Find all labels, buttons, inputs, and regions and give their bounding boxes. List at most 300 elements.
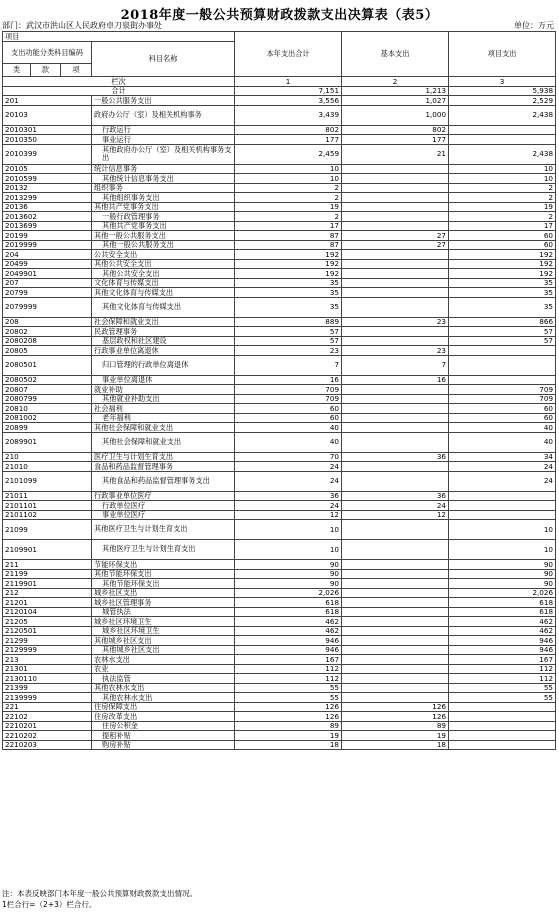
row-name: 其他文化体育与传媒支出 (92, 297, 235, 317)
table-row (3, 731, 556, 741)
row-name: 其他农林水支出 (92, 683, 235, 693)
row-project (449, 731, 556, 741)
row-basic (342, 288, 449, 298)
row-total: 55 (235, 693, 342, 703)
row-basic: 126 (342, 712, 449, 722)
row-name: 行政事业单位离退休 (92, 346, 235, 356)
row-project (449, 740, 556, 750)
table-row (3, 598, 556, 608)
header-project: 项目支出 (449, 32, 556, 77)
row-basic: 23 (342, 346, 449, 356)
row-name: 民政管理事务 (92, 327, 235, 337)
row-project: 90 (449, 579, 556, 589)
total-amount: 7,151 (235, 86, 342, 96)
header-basic: 基本支出 (342, 32, 449, 77)
row-project: 10 (449, 520, 556, 540)
row-code: 2129999 (3, 645, 92, 655)
table-row (3, 193, 556, 203)
row-basic (342, 174, 449, 184)
table-row (3, 413, 556, 423)
row-code: 21099 (3, 520, 92, 540)
row-total: 946 (235, 636, 342, 646)
row-total: 24 (235, 501, 342, 511)
row-total: 2 (235, 212, 342, 222)
row-project: 2,438 (449, 144, 556, 164)
row-project: 35 (449, 288, 556, 298)
row-basic: 18 (342, 740, 449, 750)
row-total: 709 (235, 394, 342, 404)
row-total: 462 (235, 617, 342, 627)
table-row (3, 297, 556, 317)
row-code: 2049901 (3, 269, 92, 279)
header-total: 本年支出合计 (235, 32, 342, 77)
row-total: 10 (235, 164, 342, 174)
seq-2: 2 (342, 77, 449, 87)
table-body (3, 96, 556, 750)
row-total: 946 (235, 645, 342, 655)
row-project (449, 125, 556, 135)
row-project: 35 (449, 297, 556, 317)
row-project (449, 355, 556, 375)
row-code: 2013299 (3, 193, 92, 203)
row-code: 2089901 (3, 432, 92, 452)
row-total: 167 (235, 655, 342, 665)
row-basic (342, 462, 449, 472)
row-basic (342, 636, 449, 646)
row-total: 10 (235, 520, 342, 540)
table-row (3, 105, 556, 125)
row-code: 2101099 (3, 471, 92, 491)
table-row (3, 655, 556, 665)
row-name: 老年福利 (92, 413, 235, 423)
table-row (3, 740, 556, 750)
notes (2, 889, 197, 911)
row-name: 其他城乡社区支出 (92, 645, 235, 655)
table-row (3, 269, 556, 279)
table-row (3, 560, 556, 570)
row-code: 21199 (3, 569, 92, 579)
row-total: 462 (235, 626, 342, 636)
table-row (3, 588, 556, 598)
row-project: 112 (449, 674, 556, 684)
row-code: 2080208 (3, 336, 92, 346)
row-total: 3,439 (235, 105, 342, 125)
row-project: 462 (449, 617, 556, 627)
row-project: 19 (449, 202, 556, 212)
row-total: 89 (235, 721, 342, 731)
row-basic (342, 193, 449, 203)
row-total: 3,556 (235, 96, 342, 106)
department-label: 部门：武汉市洪山区人民政府卓刀泉街办事处 (2, 21, 162, 30)
row-total: 70 (235, 452, 342, 462)
table-row (3, 125, 556, 135)
row-name: 城乡社区环境卫生 (92, 626, 235, 636)
row-name: 提租补贴 (92, 731, 235, 741)
row-project: 192 (449, 259, 556, 269)
row-total: 192 (235, 259, 342, 269)
row-basic: 126 (342, 702, 449, 712)
table-row (3, 250, 556, 260)
row-project: 112 (449, 664, 556, 674)
row-code: 2139999 (3, 693, 92, 703)
row-total: 2 (235, 193, 342, 203)
row-code: 2210201 (3, 721, 92, 731)
row-code: 2210202 (3, 731, 92, 741)
table-row (3, 693, 556, 703)
row-basic (342, 250, 449, 260)
row-code: 22102 (3, 712, 92, 722)
row-code: 21299 (3, 636, 92, 646)
row-project: 17 (449, 221, 556, 231)
row-name: 公共安全支出 (92, 250, 235, 260)
row-name: 其他医疗卫生与计划生育支出 (92, 540, 235, 560)
row-total: 90 (235, 569, 342, 579)
row-name: 其他公共安全支出 (92, 259, 235, 269)
row-code: 2013602 (3, 212, 92, 222)
row-project: 24 (449, 462, 556, 472)
row-name: 其他社会保障和就业支出 (92, 432, 235, 452)
row-code: 20805 (3, 346, 92, 356)
row-code: 2010301 (3, 125, 92, 135)
row-project: 2,026 (449, 588, 556, 598)
table-row (3, 317, 556, 327)
row-name: 基层政权和社区建设 (92, 336, 235, 346)
row-total: 112 (235, 664, 342, 674)
row-code: 2010599 (3, 174, 92, 184)
row-basic: 36 (342, 452, 449, 462)
row-project: 55 (449, 693, 556, 703)
table-row (3, 423, 556, 433)
row-code: 201 (3, 96, 92, 106)
row-project (449, 135, 556, 145)
row-name: 统计信息事务 (92, 164, 235, 174)
row-project (449, 375, 556, 385)
row-name: 事业运行 (92, 135, 235, 145)
row-total: 55 (235, 683, 342, 693)
row-name: 食品和药品监督管理事务 (92, 462, 235, 472)
row-total: 35 (235, 278, 342, 288)
row-basic (342, 297, 449, 317)
row-basic: 7 (342, 355, 449, 375)
table-row (3, 579, 556, 589)
row-total: 90 (235, 579, 342, 589)
table-row (3, 240, 556, 250)
row-code: 2210203 (3, 740, 92, 750)
row-project (449, 510, 556, 520)
table-row (3, 336, 556, 346)
row-basic: 19 (342, 731, 449, 741)
row-basic (342, 432, 449, 452)
table-row (3, 135, 556, 145)
total-basic: 1,213 (342, 86, 449, 96)
table-row (3, 346, 556, 356)
row-total: 192 (235, 269, 342, 279)
row-basic (342, 327, 449, 337)
row-name: 其他公共安全支出 (92, 269, 235, 279)
row-total: 19 (235, 731, 342, 741)
table-header (3, 32, 556, 96)
row-basic (342, 471, 449, 491)
row-total: 12 (235, 510, 342, 520)
row-basic (342, 164, 449, 174)
row-project: 60 (449, 413, 556, 423)
row-basic: 177 (342, 135, 449, 145)
row-basic: 89 (342, 721, 449, 731)
row-code: 212 (3, 588, 92, 598)
table-row (3, 288, 556, 298)
row-project: 57 (449, 327, 556, 337)
row-project: 10 (449, 540, 556, 560)
row-total: 16 (235, 375, 342, 385)
row-total: 35 (235, 297, 342, 317)
table-row (3, 212, 556, 222)
table-row (3, 712, 556, 722)
row-code: 21399 (3, 683, 92, 693)
row-project: 55 (449, 683, 556, 693)
row-project (449, 721, 556, 731)
row-total: 23 (235, 346, 342, 356)
row-basic (342, 259, 449, 269)
table-row (3, 183, 556, 193)
row-basic (342, 520, 449, 540)
row-code: 21301 (3, 664, 92, 674)
row-code: 208 (3, 317, 92, 327)
table-row (3, 491, 556, 501)
row-total: 60 (235, 404, 342, 414)
row-total: 618 (235, 598, 342, 608)
row-basic (342, 626, 449, 636)
table-row (3, 683, 556, 693)
row-basic (342, 278, 449, 288)
row-name: 就业补助 (92, 385, 235, 395)
row-name: 其他社会保障和就业支出 (92, 423, 235, 433)
row-name: 文化体育与传媒支出 (92, 278, 235, 288)
row-total: 192 (235, 250, 342, 260)
row-code: 20899 (3, 423, 92, 433)
row-code: 2120104 (3, 607, 92, 617)
row-code: 2080799 (3, 394, 92, 404)
report-title: 2018年度一般公共预算财政拨款支出决算表（表5） (120, 8, 439, 23)
row-name: 住房改革支出 (92, 712, 235, 722)
row-basic (342, 212, 449, 222)
row-total: 24 (235, 462, 342, 472)
row-code: 2081002 (3, 413, 92, 423)
row-code: 2079999 (3, 297, 92, 317)
row-project: 2 (449, 193, 556, 203)
table-row (3, 231, 556, 241)
row-project: 618 (449, 607, 556, 617)
row-total: 40 (235, 432, 342, 452)
row-project: 35 (449, 278, 556, 288)
row-total: 18 (235, 740, 342, 750)
row-name: 其他节能环保支出 (92, 569, 235, 579)
row-basic (342, 569, 449, 579)
row-name: 其他政府办公厅（室）及相关机构事务支出 (92, 144, 235, 164)
row-code: 207 (3, 278, 92, 288)
row-total: 10 (235, 174, 342, 184)
row-code: 20136 (3, 202, 92, 212)
row-name: 其他农林水支出 (92, 693, 235, 703)
row-basic (342, 674, 449, 684)
row-project (449, 491, 556, 501)
row-project: 618 (449, 598, 556, 608)
row-name: 住房公积金 (92, 721, 235, 731)
row-code: 2019999 (3, 240, 92, 250)
row-basic (342, 423, 449, 433)
table-row (3, 462, 556, 472)
row-project: 24 (449, 471, 556, 491)
row-name: 事业单位离退休 (92, 375, 235, 385)
row-code: 20799 (3, 288, 92, 298)
row-name: 社会保障和就业支出 (92, 317, 235, 327)
row-project: 40 (449, 432, 556, 452)
table-row (3, 626, 556, 636)
row-total: 7 (235, 355, 342, 375)
row-basic (342, 202, 449, 212)
row-code: 2119901 (3, 579, 92, 589)
row-basic (342, 221, 449, 231)
row-total: 126 (235, 712, 342, 722)
seq-label: 栏次 (3, 77, 235, 87)
row-basic: 12 (342, 510, 449, 520)
row-code: 20810 (3, 404, 92, 414)
row-code: 20499 (3, 259, 92, 269)
header-name: 科目名称 (92, 42, 235, 77)
row-basic (342, 693, 449, 703)
row-total: 618 (235, 607, 342, 617)
row-code: 2010350 (3, 135, 92, 145)
table-row (3, 385, 556, 395)
row-basic: 802 (342, 125, 449, 135)
table-row (3, 278, 556, 288)
table-row (3, 617, 556, 627)
table-row (3, 636, 556, 646)
row-code: 20199 (3, 231, 92, 241)
table-row (3, 202, 556, 212)
table-row (3, 404, 556, 414)
unit-label: 单位：万元 (514, 21, 554, 30)
total-label: 合计 (3, 86, 235, 96)
row-project: 866 (449, 317, 556, 327)
header-kind-kuan: 款 (31, 64, 61, 77)
row-name: 城乡社区环境卫生 (92, 617, 235, 627)
row-name: 行政事业单位医疗 (92, 491, 235, 501)
total-row (3, 86, 556, 96)
row-name: 其他食品和药品监督管理事务支出 (92, 471, 235, 491)
row-code: 2013699 (3, 221, 92, 231)
header-code: 支出功能分类科目编码 (3, 42, 92, 64)
row-name: 执法监管 (92, 674, 235, 684)
row-basic (342, 588, 449, 598)
row-name: 其他就业补助支出 (92, 394, 235, 404)
row-total: 87 (235, 240, 342, 250)
row-project: 60 (449, 231, 556, 241)
table-row (3, 501, 556, 511)
table-row (3, 96, 556, 106)
table-row (3, 721, 556, 731)
note-line: 注：本表反映部门本年度一般公共预算财政拨款支出情况。 (2, 889, 197, 898)
row-name: 归口管理的行政单位离退休 (92, 355, 235, 375)
row-basic (342, 394, 449, 404)
row-code: 213 (3, 655, 92, 665)
row-name: 一般公共服务支出 (92, 96, 235, 106)
table-row (3, 674, 556, 684)
row-code: 21201 (3, 598, 92, 608)
row-basic (342, 183, 449, 193)
row-project: 2 (449, 183, 556, 193)
row-project: 40 (449, 423, 556, 433)
row-total: 40 (235, 423, 342, 433)
row-basic: 21 (342, 144, 449, 164)
row-code: 2010399 (3, 144, 92, 164)
row-code: 204 (3, 250, 92, 260)
row-project: 2,529 (449, 96, 556, 106)
row-total: 112 (235, 674, 342, 684)
header-kind-lei: 类 (3, 64, 31, 77)
row-project (449, 702, 556, 712)
table-row (3, 432, 556, 452)
row-name: 行政运行 (92, 125, 235, 135)
row-name: 农林水支出 (92, 655, 235, 665)
row-total: 57 (235, 327, 342, 337)
table-row (3, 471, 556, 491)
row-code: 2101101 (3, 501, 92, 511)
row-total: 802 (235, 125, 342, 135)
row-code: 20807 (3, 385, 92, 395)
row-basic (342, 598, 449, 608)
row-project: 90 (449, 569, 556, 579)
table-row (3, 569, 556, 579)
row-project: 60 (449, 240, 556, 250)
note-line: 1栏合行=（2+3）栏合行。 (2, 899, 97, 909)
row-basic (342, 683, 449, 693)
row-code: 210 (3, 452, 92, 462)
table-row (3, 520, 556, 540)
row-code: 20132 (3, 183, 92, 193)
row-code: 20105 (3, 164, 92, 174)
row-name: 其他节能环保支出 (92, 579, 235, 589)
table-row (3, 510, 556, 520)
row-project: 946 (449, 636, 556, 646)
row-project: 60 (449, 404, 556, 414)
row-project: 10 (449, 164, 556, 174)
table-row (3, 702, 556, 712)
row-project: 2 (449, 212, 556, 222)
row-basic (342, 579, 449, 589)
row-code: 2080502 (3, 375, 92, 385)
row-project: 90 (449, 560, 556, 570)
row-project: 167 (449, 655, 556, 665)
row-basic: 1,027 (342, 96, 449, 106)
row-name: 农业 (92, 664, 235, 674)
row-basic (342, 607, 449, 617)
row-total: 19 (235, 202, 342, 212)
row-basic (342, 269, 449, 279)
table-row (3, 221, 556, 231)
row-name: 事业单位医疗 (92, 510, 235, 520)
row-total: 2,459 (235, 144, 342, 164)
row-project: 192 (449, 250, 556, 260)
row-total: 177 (235, 135, 342, 145)
row-total: 126 (235, 702, 342, 712)
row-basic (342, 664, 449, 674)
seq-1: 1 (235, 77, 342, 87)
row-name: 城管执法 (92, 607, 235, 617)
row-code: 21205 (3, 617, 92, 627)
row-total: 889 (235, 317, 342, 327)
row-basic: 23 (342, 317, 449, 327)
row-name: 社会福利 (92, 404, 235, 414)
